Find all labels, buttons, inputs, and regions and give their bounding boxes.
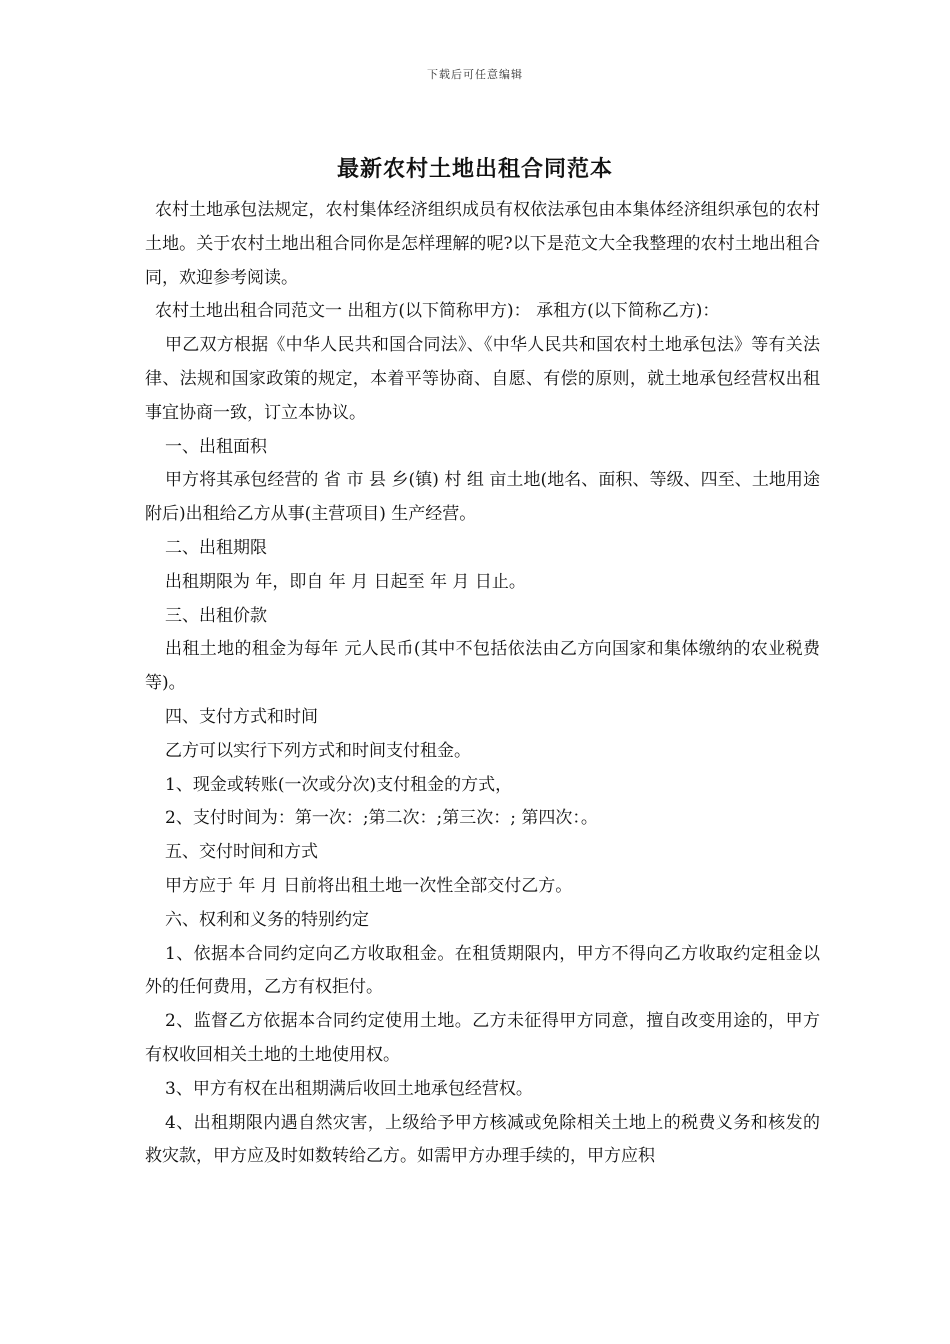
paragraph-delivery: 甲方应于 年 月 日前将出租土地一次性全部交付乙方。 xyxy=(165,875,573,896)
paragraph-payment: 乙方可以实行下列方式和时间支付租金。 xyxy=(165,740,471,761)
section-heading-area: 一、出租面积 xyxy=(165,436,267,457)
section-heading-delivery: 五、交付时间和方式 xyxy=(165,842,318,863)
paragraph-parties: 农村土地出租合同范文一 出租方(以下简称甲方)： 承租方(以下简称乙方)： xyxy=(155,301,720,322)
paragraph-area: 甲方将其承包经营的 省 市 县 乡(镇) 村 组 亩土地(地名、面积、等级、四至、土地用途附后)出租给乙方从事(主营项目) 生产经营。 xyxy=(145,470,820,525)
section-heading-price: 三、出租价款 xyxy=(165,605,267,626)
section-heading-payment: 四、支付方式和时间 xyxy=(165,706,318,727)
paragraph-term: 出租期限为 年，即自 年 月 日起至 年 月 日止。 xyxy=(165,571,526,592)
paragraph-intro: 农村土地承包法规定，农村集体经济组织成员有权依法承包由本集体经济组织承包的农村土地。关于农村土地出租合同你是怎样理解的呢?以下是范文大全我整理的农村土地出租合同，欢迎参考阅读。 xyxy=(145,200,820,288)
paragraph-rights-item-2: 2、监督乙方依据本合同约定使用土地。乙方未征得甲方同意，擅自改变用途的，甲方有权收回相关土地的土地使用权。 xyxy=(145,1011,820,1065)
document-body xyxy=(145,194,820,1174)
paragraph-preamble: 甲乙双方根据《中华人民共和国合同法》、《中华人民共和国农村土地承包法》等有关法律、法规和国家政策的规定，本着平等协商、自愿、有偿的原则，就土地承包经营权出租事宜协商一致，订立本协议。 xyxy=(145,335,820,423)
header-note: 下载后可任意编辑 xyxy=(427,68,523,81)
document-title: 最新农村土地出租合同范本 xyxy=(336,156,613,182)
paragraph-rights-item-3: 3、甲方有权在出租期满后收回土地承包经营权。 xyxy=(165,1078,533,1099)
paragraph-rights-item-4: 4、出租期限内遇自然灾害，上级给予甲方核减或免除相关土地上的税费义务和核发的救灾款，甲方应及时如数转给乙方。如需甲方办理手续的，甲方应积 xyxy=(145,1112,820,1167)
section-heading-rights: 六、权利和义务的特别约定 xyxy=(165,909,369,930)
paragraph-payment-item-1: 1、现金或转账(一次或分次)支付租金的方式， xyxy=(165,774,513,795)
paragraph-payment-item-2: 2、支付时间为：第一次：;第二次：;第三次：; 第四次：。 xyxy=(165,808,598,829)
paragraph-rights-item-1: 1、依据本合同约定向乙方收取租金。在租赁期限内，甲方不得向乙方收取约定租金以外的任何费用，乙方有权拒付。 xyxy=(145,943,820,998)
section-heading-term: 二、出租期限 xyxy=(165,537,267,558)
paragraph-price: 出租土地的租金为每年 元人民币(其中不包括依法由乙方向国家和集体缴纳的农业税费等)。 xyxy=(145,639,820,694)
